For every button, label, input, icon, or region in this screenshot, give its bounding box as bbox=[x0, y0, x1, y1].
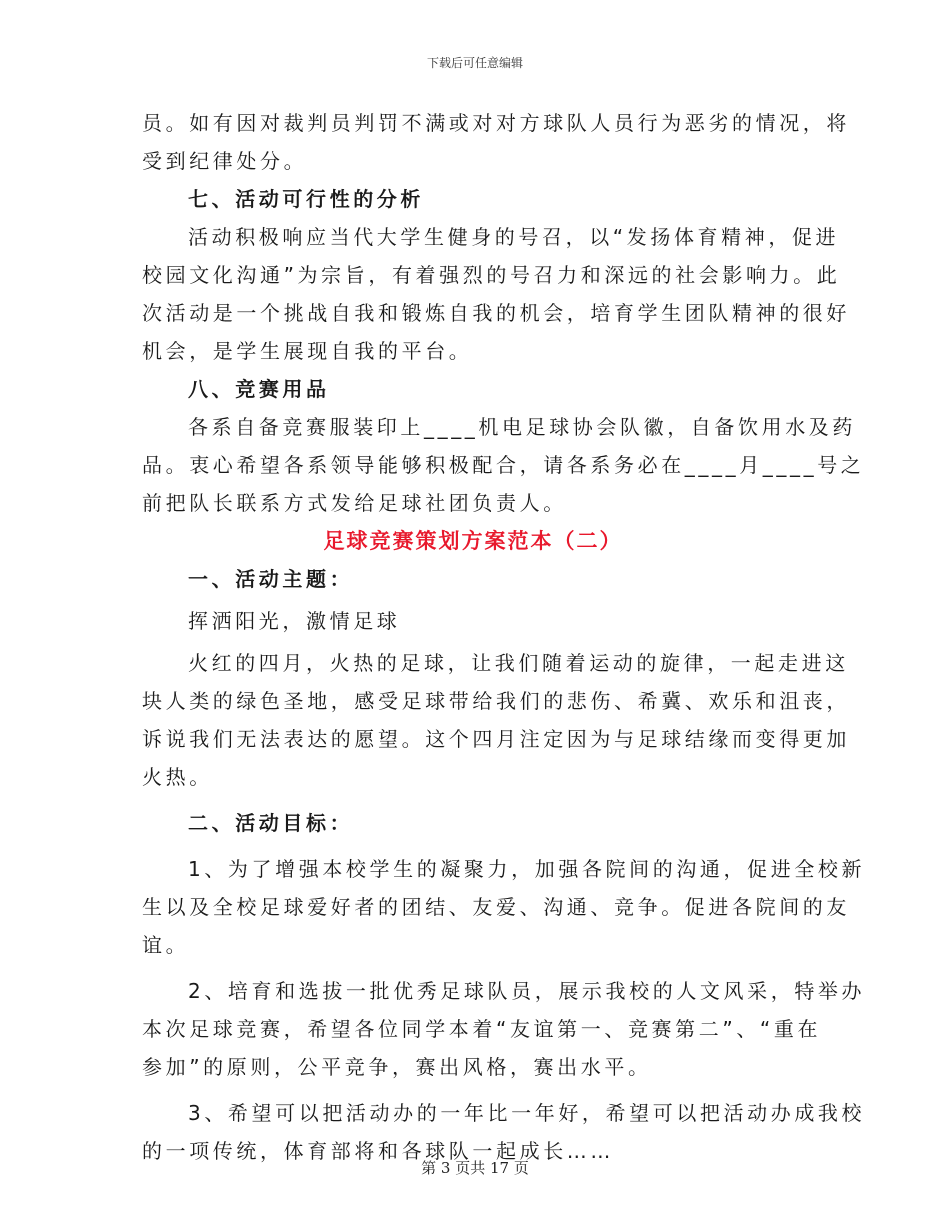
paragraph-line: 生以及全校足球爱好者的团结、友爱、沟通、竞争。促进各院间的友 bbox=[142, 895, 850, 919]
paragraph-line: 次活动是一个挑战自我和锻炼自我的机会，培育学生团队精神的很好 bbox=[142, 301, 850, 325]
paragraph-line: 活动积极响应当代大学生健身的号召，以“发扬体育精神，促进 bbox=[188, 225, 840, 249]
document-body bbox=[142, 104, 866, 1170]
paragraph-line: 品。衷心希望各系领导能够积极配合，请各系务必在____月____号之 bbox=[142, 453, 865, 477]
paragraph-line: 诉说我们无法表达的愿望。这个四月注定因为与足球结缘而变得更加 bbox=[142, 727, 850, 751]
document-title: 足球竞赛策划方案范本（二） bbox=[323, 529, 623, 553]
paragraph-line: 火热。 bbox=[142, 765, 213, 789]
paragraph-line: 3、希望可以把活动办的一年比一年好，希望可以把活动办成我校 bbox=[188, 1101, 866, 1125]
paragraph-line: 校园文化沟通”为宗旨，有着强烈的号召力和深远的社会影响力。此 bbox=[142, 263, 841, 287]
paragraph-line: 参加”的原则，公平竞争，赛出风格，赛出水平。 bbox=[142, 1055, 652, 1079]
page-header: 下载后可任意编辑 bbox=[426, 56, 523, 70]
paragraph-line: 机会，是学生展现自我的平台。 bbox=[142, 339, 473, 363]
paragraph-line: 的一项传统，体育部将和各球队一起成长…… bbox=[142, 1139, 614, 1163]
section-heading-2: 二、活动目标： bbox=[188, 811, 354, 835]
paragraph-line: 火红的四月，火热的足球，让我们随着运动的旋律，一起走进这 bbox=[188, 651, 849, 675]
paragraph-line: 受到纪律处分。 bbox=[142, 149, 308, 173]
section-heading-7: 七、活动可行性的分析 bbox=[188, 187, 424, 211]
paragraph-line: 本次足球竞赛，希望各位同学本着“友谊第一、竞赛第二”、“重在 bbox=[142, 1017, 822, 1041]
paragraph-line: 谊。 bbox=[142, 933, 190, 957]
paragraph-line: 块人类的绿色圣地，感受足球带给我们的悲伤、希冀、欢乐和沮丧， bbox=[142, 689, 850, 713]
paragraph-line: 1、为了增强本校学生的凝聚力，加强各院间的沟通，促进全校新 bbox=[188, 857, 866, 881]
paragraph-line: 各系自备竞赛服装印上____机电足球协会队徽，自备饮用水及药 bbox=[188, 415, 856, 439]
paragraph-line: 挥洒阳光，激情足球 bbox=[188, 609, 401, 633]
paragraph-line: 2、培育和选拔一批优秀足球队员，展示我校的人文风采，特举办 bbox=[188, 979, 866, 1003]
paragraph-line: 前把队长联系方式发给足球社团负责人。 bbox=[142, 491, 567, 515]
section-heading-8: 八、竞赛用品 bbox=[188, 377, 330, 401]
paragraph-line: 员。如有因对裁判员判罚不满或对对方球队人员行为恶劣的情况，将 bbox=[142, 111, 850, 135]
page-footer: 第 3 页共 17 页 bbox=[421, 1159, 529, 1177]
section-heading-1: 一、活动主题： bbox=[188, 567, 354, 591]
